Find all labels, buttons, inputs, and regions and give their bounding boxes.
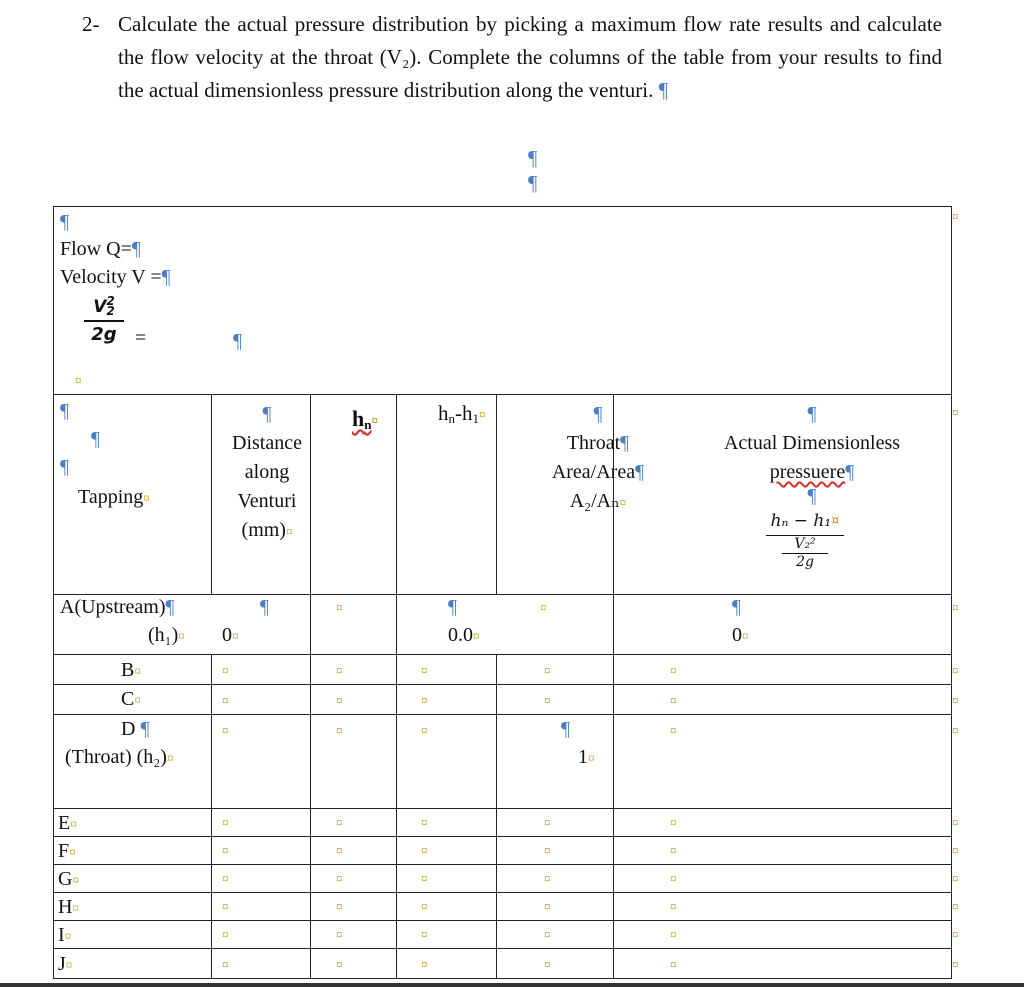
cell-end-mark: ¤ (336, 663, 343, 678)
cell-end-mark: ¤ (421, 843, 428, 858)
row-end-mark: ¤ (952, 693, 959, 708)
cell-end-mark: ¤ (670, 957, 677, 972)
row-i-label: I¤ (58, 924, 72, 946)
cell-end-mark: ¤ (670, 871, 677, 886)
paragraph-mark: ¶ (528, 171, 538, 195)
actual-pressure-header: ¶ Actual Dimensionless pressuere¶ ¶ (723, 403, 901, 507)
hn-header: $h_n¤$ (352, 406, 378, 432)
row-a-sublabel: (h₁)¤ (148, 624, 185, 646)
paragraph-mark: ¶ (260, 596, 270, 618)
row-j-cell (54, 949, 212, 979)
row-a-distance: 0¤ (222, 624, 239, 646)
row-end-mark: ¤ (952, 957, 959, 972)
cell-end-mark: ¤ (336, 871, 343, 886)
row-end-mark: ¤ (952, 405, 959, 420)
row-d-area-ratio: 1¤ (578, 746, 595, 768)
cell-end-mark: ¤ (222, 871, 229, 886)
paragraph-mark: ¶ (732, 596, 742, 618)
cell-end-mark: ¤ (222, 693, 229, 708)
row-b-label: B¤ (121, 659, 141, 681)
row-end-mark: ¤ (952, 723, 959, 738)
row-end-mark: ¤ (952, 815, 959, 830)
row-c-label: C¤ (121, 688, 141, 710)
header-block-cell (54, 207, 952, 395)
paragraph-mark: ¶ (60, 456, 70, 478)
paragraph-mark: ¶ (561, 718, 571, 740)
row-e-cell (54, 809, 212, 837)
cell-end-mark: ¤ (421, 815, 428, 830)
row-a-actual: 0¤ (732, 624, 749, 646)
cell-end-mark: ¤ (222, 815, 229, 830)
cell-end-mark: ¤ (421, 927, 428, 942)
cell-end-mark: ¤ (421, 693, 428, 708)
cell-end-mark: ¤ (540, 600, 547, 615)
cell-end-mark: ¤ (336, 693, 343, 708)
paragraph-mark: ¶ (448, 596, 458, 618)
row-g-label: G¤ (58, 868, 79, 890)
cell-end-mark: ¤ (544, 693, 551, 708)
cell-end-mark: ¤ (670, 723, 677, 738)
cell-end-mark: ¤ (670, 815, 677, 830)
row-a-hn-h1: 0.0¤ (448, 624, 480, 646)
page-bottom-edge (0, 983, 1024, 987)
data-table (53, 206, 952, 979)
cell-end-mark: ¤ (670, 693, 677, 708)
cell-end-mark: ¤ (222, 663, 229, 678)
hn-h1-header: $h_n-h_1¤$ (438, 401, 486, 426)
cell-end-mark: ¤ (336, 723, 343, 738)
cell-end-mark: ¤ (336, 815, 343, 830)
cell-end-mark: ¤ (544, 957, 551, 972)
question-number: 2- (82, 12, 100, 36)
cell-end-mark: ¤ (421, 957, 428, 972)
cell-end-mark: ¤ (544, 815, 551, 830)
distance-header: ¶ Distance along Venturi (mm)¤ (232, 403, 302, 541)
cell-end-mark: ¤ (336, 927, 343, 942)
cell-end-mark: ¤ (75, 373, 82, 388)
actual-pressure-formula: hₙ − h₁¤ V₂² 2g (762, 508, 848, 571)
row-end-mark: ¤ (952, 600, 959, 615)
cell-end-mark: ¤ (544, 927, 551, 942)
row-d-sublabel: (Throat) (h₂)¤ (65, 746, 174, 768)
velocity-head-formula: V 2 2 2g (84, 296, 124, 348)
cell-end-mark: ¤ (670, 663, 677, 678)
flow-label: Flow Q=¶ (60, 238, 141, 260)
paragraph-mark: ¶ (528, 146, 538, 170)
cell-end-mark: ¤ (222, 723, 229, 738)
row-end-mark: ¤ (952, 663, 959, 678)
row-e-label: E¤ (58, 812, 77, 834)
cell-end-mark: ¤ (544, 663, 551, 678)
row-end-mark: ¤ (952, 871, 959, 886)
row-j-label: J¤ (58, 953, 73, 975)
cell-end-mark: ¤ (670, 899, 677, 914)
cell-end-mark: ¤ (544, 899, 551, 914)
paragraph-mark: ¶ (91, 428, 101, 450)
paragraph-mark: ¶ (60, 211, 70, 233)
formula-equals: = (135, 327, 147, 349)
cell-end-mark: ¤ (421, 723, 428, 738)
question-text: Calculate the actual pressure distribution by picking a maximum flow rate results and calculate the flow velocity at the throat (V₂). Complete the columns of the table from your results to find the actual dimensionless pressure distribution along the venturi. ¶ (118, 12, 942, 102)
question-block (82, 8, 942, 107)
cell-end-mark: ¤ (336, 899, 343, 914)
row-d-label: D ¶ (121, 718, 150, 740)
cell-end-mark: ¤ (222, 927, 229, 942)
row-end-mark: ¤ (952, 899, 959, 914)
velocity-label: Velocity V =¶ (60, 266, 171, 288)
cell-end-mark: ¤ (421, 663, 428, 678)
cell-end-mark: ¤ (222, 957, 229, 972)
cell-end-mark: ¤ (336, 957, 343, 972)
row-i-cell (54, 921, 212, 949)
tapping-header: Tapping¤ (78, 486, 150, 508)
row-end-mark: ¤ (952, 209, 959, 224)
cell-end-mark: ¤ (544, 871, 551, 886)
row-end-mark: ¤ (952, 843, 959, 858)
cell-end-mark: ¤ (544, 843, 551, 858)
row-f-label: F¤ (58, 840, 76, 862)
row-a-label: A(Upstream)¶ (60, 596, 175, 618)
cell-end-mark: ¤ (336, 600, 343, 615)
row-end-mark: ¤ (952, 927, 959, 942)
paragraph-mark: ¶ (60, 400, 70, 422)
cell-end-mark: ¤ (421, 899, 428, 914)
cell-end-mark: ¤ (222, 843, 229, 858)
row-h-label: H¤ (58, 896, 79, 918)
cell-end-mark: ¤ (421, 871, 428, 886)
cell-end-mark: ¤ (222, 899, 229, 914)
cell-end-mark: ¤ (670, 843, 677, 858)
row-f-cell (54, 837, 212, 865)
paragraph-mark: ¶ (233, 330, 243, 352)
cell-end-mark: ¤ (336, 843, 343, 858)
cell-end-mark: ¤ (670, 927, 677, 942)
area-ratio-header: ¶ Throat¶ Area/Area¶ A₂/Aₙ¤ (551, 403, 645, 512)
